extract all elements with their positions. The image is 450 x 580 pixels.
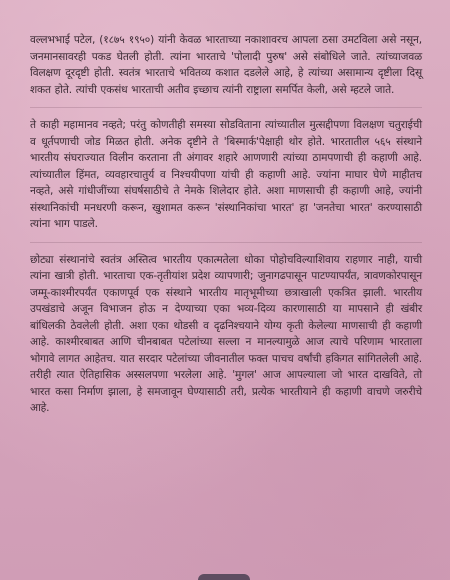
paragraph-divider <box>30 242 422 243</box>
bottom-edge-tab <box>198 574 250 580</box>
paragraph-character: ते काही महामानव नव्हते; परंतु कोणतीही समस्या सोडविताना त्यांच्यातील मुत्सद्दीपणा विलक्षण चतुराईची व धूर्तपणाची जोड मिळत होती. अनेक दृष्टीने ते 'बिस्मार्क'पेक्षाही थोर होते. भारतातील ५६५ संस्थाने भारतीय संघराज्यात विलीन करताना ती अंगावर शहारे आणणारी त्यांच्या ठामपणाची ही कहाणी आहे. त्यांच्यातील हिंमत, व्यवहारचातुर्य व निश्चयीपणा यांची ही कहाणी आहे. ज्यांना माघार घेणे माहीतच नव्हते, असे गांधीजींच्या संघर्षसाठीचे ते नेमके शिलेदार होते. अशा माणसाची ही कहाणी आहे, ज्यांनी संस्थानिकांची मनधरणी करून, खुशामत करून 'संस्थानिकांचा भारत' हा 'जनतेचा भारत' करण्यासाठी त्यांना भाग पाडले. <box>30 119 422 230</box>
paragraph-intro: वल्लभभाई पटेल, (१८७५ १९५०) यांनी केवळ भारताच्या नकाशावरच आपला ठसा उमटविला असे नसून, जनमानसावरही पकड घेतली होती. त्यांना भारताचे 'पोलादी पुरुष' असे संबोधिले जाते. त्यांच्याजवळ विलक्षण दूरदृष्टी होती. स्वतंत्र भारताचे भवितव्य कशात दडलेले आहे, हे त्यांच्या असामान्य दृष्टीला दिसू शकत होते. त्यांची एकसंध भारताची अतीव इच्छाच त्यांनी राष्ट्राला समर्पित केली, असे म्हटले जाते. <box>30 34 422 96</box>
paragraph-divider <box>30 107 422 108</box>
paragraph-integration: छोट्या संस्थानांचे स्वतंत्र अस्तित्व भारतीय एकात्मतेला धोका पोहोचविल्याशिवाय राहणार नाही, याची त्यांना खात्री होती. भारताचा एक-तृतीयांश प्रदेश व्यापणारी; जुनागढपासून पाटण्यापर्यंत, त्रावणकोरपासून जम्मू-काश्मीरपर्यंत एकाणपूर्व एक संस्थाने भारतीय मातृभूमीच्या छत्राखाली एकत्रित झाली. भारतीय उपखंडाचे अजून विभाजन होऊ न देण्याच्या एका भव्य-दिव्य कारणासाठी या मापसाने ही खंबीर बांधिलकी ठेवलेली होती. अशा एका थोडसी व दृढनिश्चयाने योग्य कृती केलेल्या माणसाची ही कहाणी आहे. काश्मीरबाबत आणि चीनबाबत पटेलांच्या सल्ला न मानल्यामुळे आज त्याचे परिणाम भारताला भोगावे लागत आहेतच. यात सरदार पटेलांच्या जीवनातील फक्त पाचच वर्षांची हकिगत सांगितलेली आहे. तरीही त्यात ऐतिहासिक अस्सलपणा भरलेला आहे. 'मुगल' आज आपल्याला जो भारत दाखविते, तो भारत कसा निर्माण झाला, हे समजावून घेण्यासाठी तरी, प्रत्येक भारतीयाने ही कहाणी वाचणे जरुरीचे आहे. <box>30 253 422 414</box>
